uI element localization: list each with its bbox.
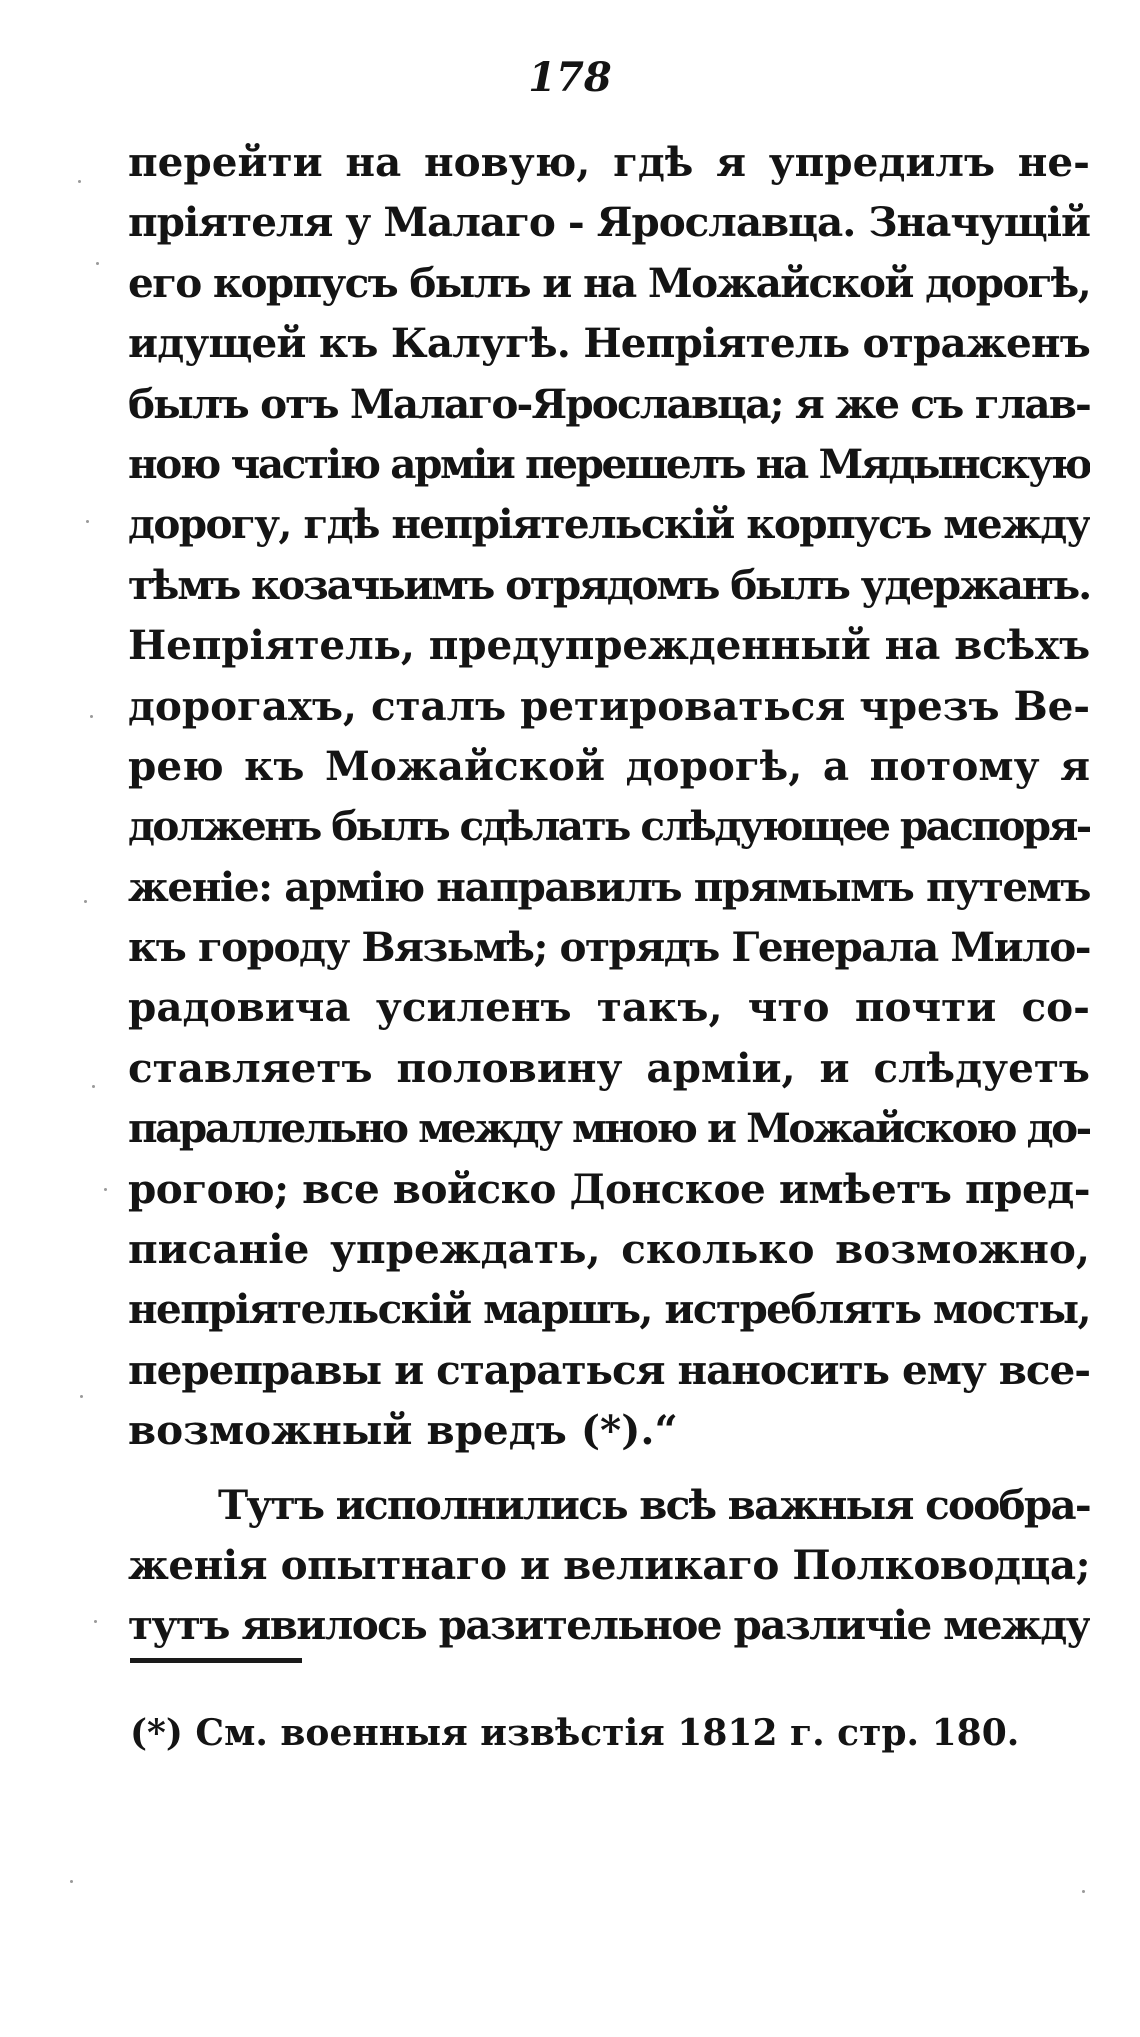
text-line: непріятельскій маршъ, истреблять мосты,: [128, 1285, 1090, 1334]
body-text: [128, 132, 1090, 1656]
scan-speck: [90, 715, 93, 718]
text-line: ставляетъ половину арміи, и слѣдуетъ: [128, 1043, 1090, 1092]
paragraph-gap: [128, 1461, 1090, 1475]
scan-speck: [104, 1188, 107, 1191]
text-line: ною частію арміи перешелъ на Мядынскую: [128, 439, 1090, 488]
paragraph-2: [128, 1475, 1090, 1656]
text-line: переправы и стараться наносить ему все-: [128, 1345, 1090, 1394]
scan-speck: [80, 1395, 83, 1398]
text-line: къ городу Вязьмѣ; отрядъ Генерала Мило-: [128, 923, 1090, 972]
scan-speck: [92, 1085, 95, 1088]
text-line: пріятеля у Малаго - Ярославца. Значущій: [128, 198, 1090, 247]
scan-speck: [96, 262, 99, 265]
text-line: женіе: армію направилъ прямымъ путемъ: [128, 862, 1090, 911]
text-line: Тутъ исполнились всѣ важныя сообра-: [218, 1480, 1090, 1529]
scan-speck: [70, 1880, 73, 1883]
scan-speck: [84, 900, 87, 903]
scan-speck: [78, 180, 81, 183]
text-line: Непріятель, предупрежденный на всѣхъ: [128, 621, 1090, 670]
text-line: женія опытнаго и великаго Полководца;: [128, 1540, 1090, 1589]
footnote-divider: [130, 1658, 302, 1663]
text-line: идущей къ Калугѣ. Непріятель отраженъ: [128, 319, 1090, 368]
scan-speck: [1082, 1890, 1085, 1893]
text-line: рогою; все войско Донское имѣетъ пред-: [128, 1164, 1090, 1213]
text-line: радовича усиленъ такъ, что почти со-: [128, 983, 1090, 1032]
text-line: дорогахъ, сталъ ретироваться чрезъ Ве-: [128, 681, 1090, 730]
text-line: дорогу, гдѣ непріятельскій корпусъ между: [128, 500, 1090, 549]
text-line: долженъ былъ сдѣлать слѣдующее распоря-: [128, 802, 1090, 851]
footnote: (*) См. военныя извѣстія 1812 г. стр. 180.: [130, 1712, 1020, 1754]
paragraph-1: [128, 132, 1090, 1461]
text-line: возможный вредъ (*).“: [128, 1406, 678, 1455]
text-line: рею къ Можайской дорогѣ, а потому я: [128, 741, 1090, 790]
page-number: 178: [528, 54, 612, 101]
text-line: тѣмъ козачьимъ отрядомъ былъ удержанъ.: [128, 560, 1090, 609]
text-line: писаніе упреждать, сколько возможно,: [128, 1225, 1090, 1274]
text-line: его корпусъ былъ и на Можайской дорогѣ,: [128, 258, 1090, 307]
scan-speck: [86, 520, 89, 523]
text-line: тутъ явилось разительное различіе между: [128, 1601, 1090, 1650]
scan-speck: [94, 1620, 97, 1623]
text-line: былъ отъ Малаго-Ярославца; я же съ глав-: [128, 379, 1090, 428]
text-line: параллельно между мною и Можайскою до-: [128, 1104, 1090, 1153]
text-line: перейти на новую, гдѣ я упредилъ не-: [128, 138, 1090, 186]
